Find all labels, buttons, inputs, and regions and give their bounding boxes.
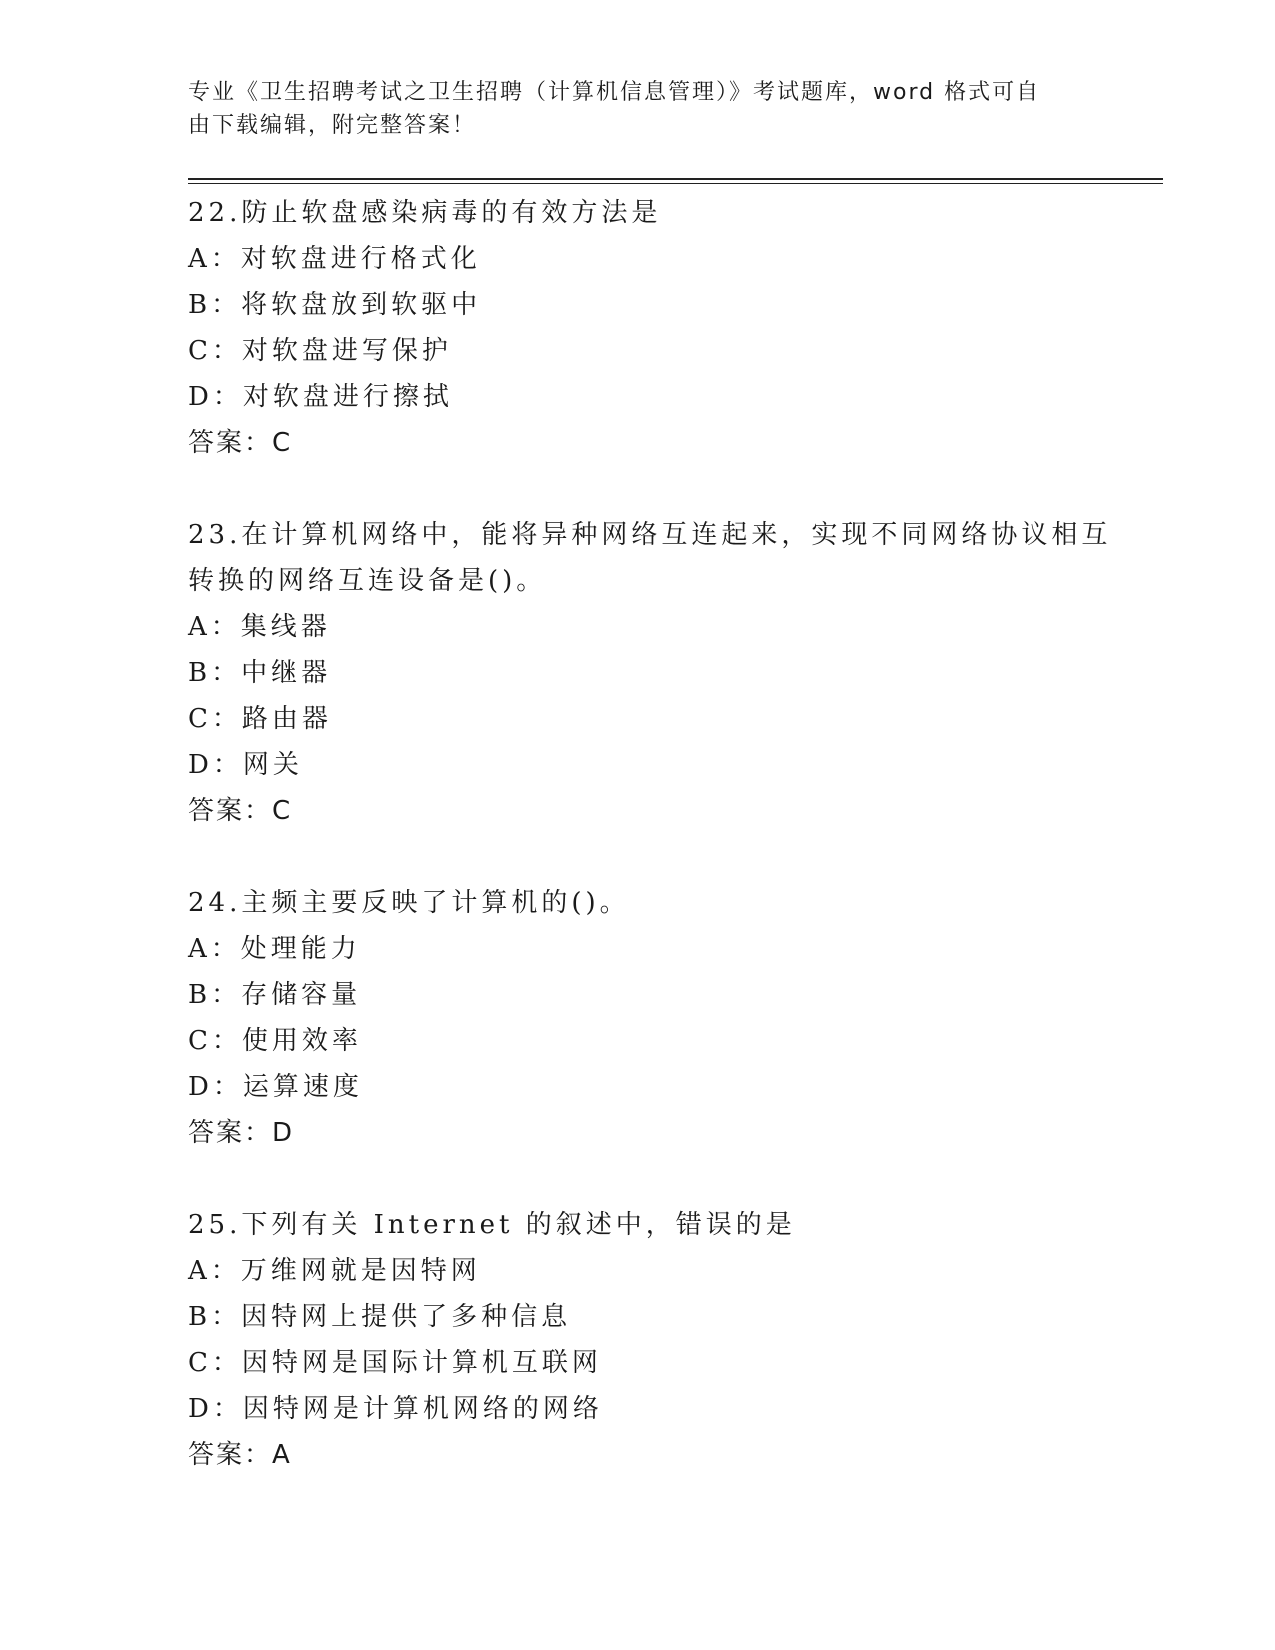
option-c: C：因特网是国际计算机互联网 bbox=[188, 1348, 602, 1378]
question-24 bbox=[188, 880, 1148, 1156]
answer-line: 答案：C bbox=[188, 428, 293, 458]
question-stem: 22.防止软盘感染病毒的有效方法是 bbox=[188, 198, 662, 228]
option-d: D：对软盘进行擦拭 bbox=[188, 382, 453, 412]
answer-line: 答案：C bbox=[188, 796, 293, 826]
header-line-2: 由下载编辑，附完整答案！ bbox=[188, 113, 477, 138]
header-line-1: 专业《卫生招聘考试之卫生招聘（计算机信息管理）》考试题库，word 格式可自 bbox=[188, 80, 1041, 105]
option-a: A：集线器 bbox=[188, 612, 331, 642]
option-a: A：处理能力 bbox=[188, 934, 361, 964]
option-b: B：将软盘放到软驱中 bbox=[188, 290, 482, 320]
question-22 bbox=[188, 190, 1148, 466]
question-stem: 25.下列有关 Internet 的叙述中，错误的是 bbox=[188, 1210, 796, 1240]
option-c: C：对软盘进写保护 bbox=[188, 336, 452, 366]
option-b: B：中继器 bbox=[188, 658, 332, 688]
question-stem: 24.主频主要反映了计算机的()。 bbox=[188, 888, 630, 918]
option-a: A：万维网就是因特网 bbox=[188, 1256, 481, 1286]
option-d: D：因特网是计算机网络的网络 bbox=[188, 1394, 603, 1424]
option-d: D：运算速度 bbox=[188, 1072, 363, 1102]
answer-line: 答案：A bbox=[188, 1440, 292, 1470]
option-c: C：使用效率 bbox=[188, 1026, 362, 1056]
question-stem-line-1: 23.在计算机网络中，能将异种网络互连起来，实现不同网络协议相互 bbox=[188, 520, 1112, 550]
question-stem-line-2: 转换的网络互连设备是()。 bbox=[188, 566, 547, 596]
option-c: C：路由器 bbox=[188, 704, 332, 734]
question-25 bbox=[188, 1202, 1148, 1478]
option-b: B：因特网上提供了多种信息 bbox=[188, 1302, 572, 1332]
option-d: D：网关 bbox=[188, 750, 303, 780]
question-list bbox=[188, 190, 1148, 1524]
answer-line: 答案：D bbox=[188, 1118, 295, 1148]
option-a: A：对软盘进行格式化 bbox=[188, 244, 481, 274]
question-23 bbox=[188, 512, 1148, 834]
header-divider bbox=[188, 178, 1163, 184]
option-b: B：存储容量 bbox=[188, 980, 362, 1010]
document-header bbox=[188, 76, 1068, 142]
